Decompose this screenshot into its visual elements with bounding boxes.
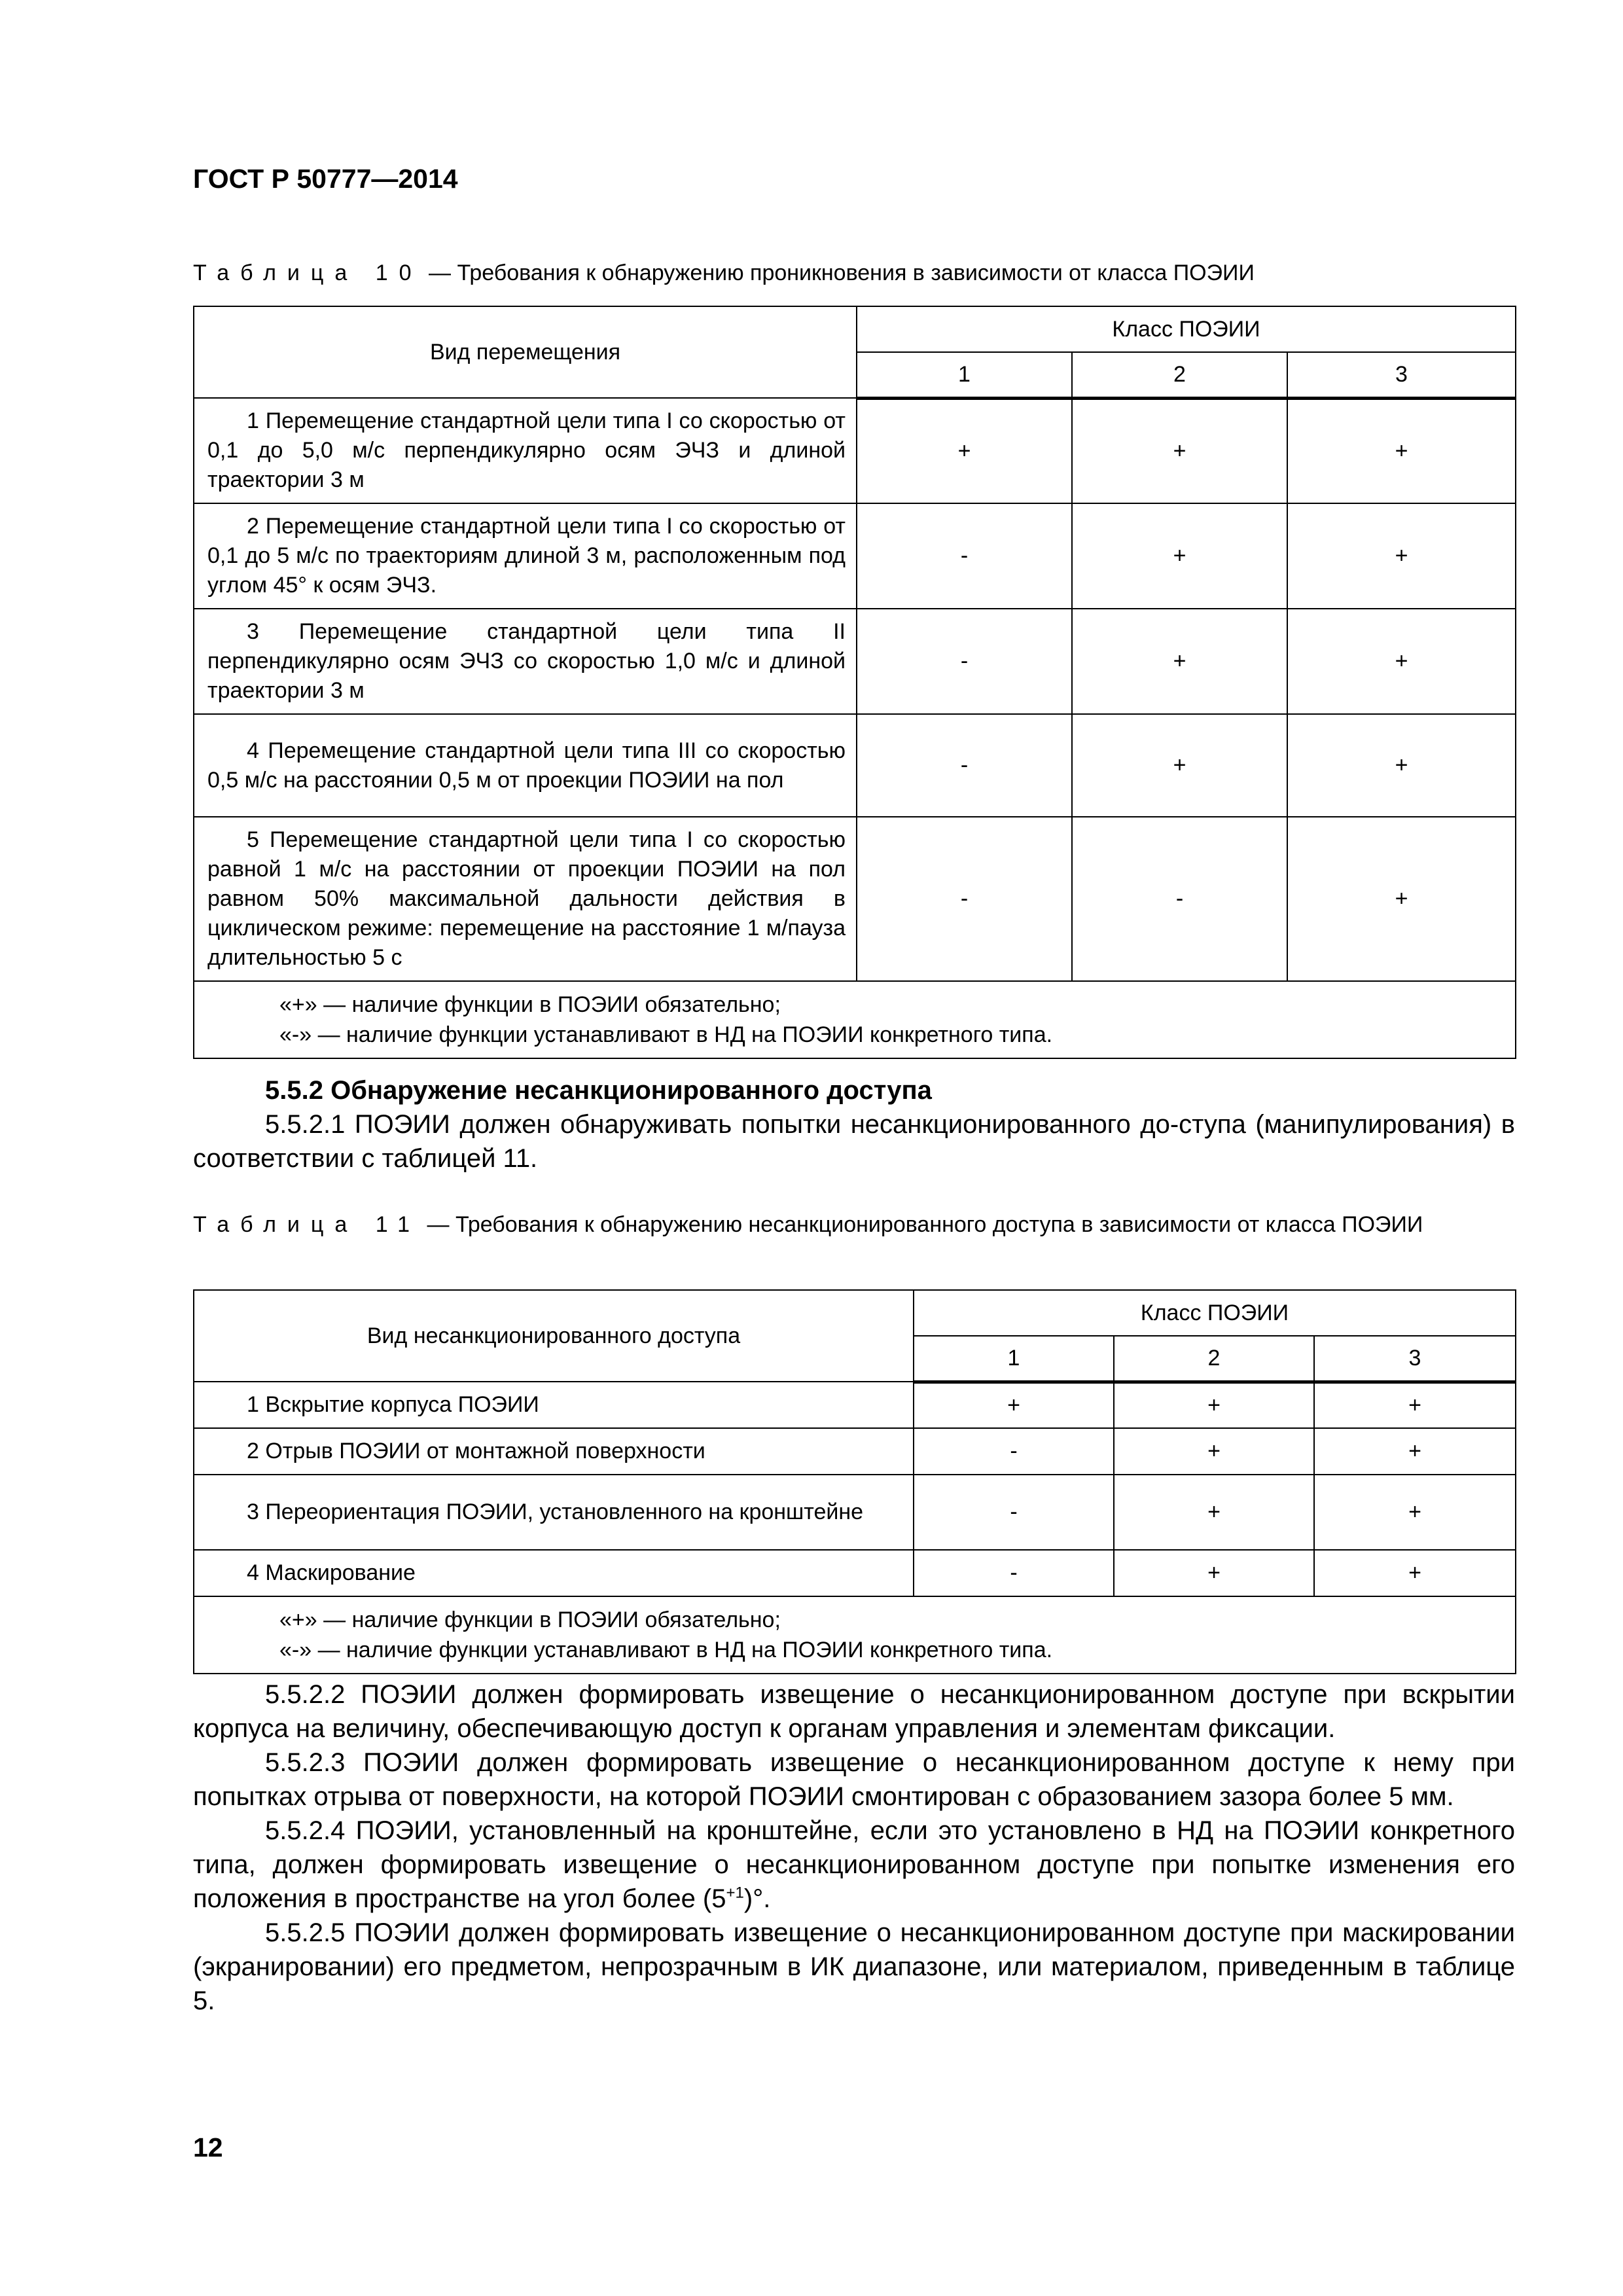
row-mark: + bbox=[1314, 1382, 1516, 1428]
table11-caption-label: Таблица 11 bbox=[193, 1212, 421, 1237]
row-mark: + bbox=[1314, 1550, 1516, 1596]
table10-notes bbox=[194, 981, 1516, 1058]
table-row bbox=[194, 609, 1516, 714]
angle-tolerance-superscript: +1 bbox=[726, 1884, 744, 1902]
row-mark: - bbox=[914, 1550, 1114, 1596]
row-mark: + bbox=[1114, 1382, 1314, 1428]
table10-class-header: Класс ПОЭИИ bbox=[857, 306, 1516, 352]
row-mark: + bbox=[1072, 503, 1287, 609]
table-row bbox=[194, 1382, 1516, 1428]
row-mark: + bbox=[1072, 398, 1287, 503]
table11-notes bbox=[194, 1596, 1516, 1674]
table11-column-header: Вид несанкционированного доступа bbox=[194, 1290, 914, 1382]
table-row bbox=[194, 398, 1516, 503]
paragraphs-block bbox=[193, 1677, 1515, 2018]
table10-class-2: 2 bbox=[1072, 352, 1287, 398]
row-mark: - bbox=[857, 714, 1072, 817]
paragraph-5-5-2-2: 5.5.2.2 ПОЭИИ должен формировать извещение о несанкционированном доступе при вскрытии корпуса на величину, обеспечивающую доступ к органам управления и элементам фиксации. bbox=[193, 1680, 1515, 1743]
table10-caption-label: Таблица 10 bbox=[193, 260, 423, 285]
table10-column-header: Вид перемещения bbox=[194, 306, 857, 398]
row-mark: + bbox=[857, 398, 1072, 503]
table11 bbox=[193, 1289, 1516, 1674]
table11-note-plus: «+» — наличие функции в ПОЭИИ обязательно; bbox=[279, 1607, 781, 1632]
row-mark: + bbox=[1287, 398, 1516, 503]
row-mark: + bbox=[1287, 609, 1516, 714]
row-mark: + bbox=[1114, 1475, 1314, 1550]
row-mark: + bbox=[1072, 609, 1287, 714]
row-text: 4 Маскирование bbox=[247, 1560, 416, 1585]
table10-caption-text: — Требования к обнаружению проникновения в зависимости от класса ПОЭИИ bbox=[422, 260, 1255, 285]
row-mark: - bbox=[857, 817, 1072, 981]
table10 bbox=[193, 306, 1516, 1059]
row-text: 3 Перемещение стандартной цели типа II перпендикулярно осям ЭЧЗ со скоростью 1,0 м/с и длиной траектории 3 м bbox=[207, 619, 846, 703]
table10-class-1: 1 bbox=[857, 352, 1072, 398]
table-row bbox=[194, 714, 1516, 817]
paragraph-5-5-2-4-end: )°. bbox=[743, 1884, 771, 1913]
table-row bbox=[194, 1550, 1516, 1596]
table11-class-header: Класс ПОЭИИ bbox=[914, 1290, 1516, 1336]
row-mark: + bbox=[1114, 1550, 1314, 1596]
row-mark: - bbox=[857, 609, 1072, 714]
paragraph-5-5-2-1: 5.5.2.1 ПОЭИИ должен обнаруживать попытки несанкционированного до-ступа (манипулирования) в соответствии с таблицей 11. bbox=[193, 1110, 1515, 1173]
row-mark: - bbox=[914, 1428, 1114, 1475]
paragraph-5-5-2-5: 5.5.2.5 ПОЭИИ должен формировать извещение о несанкционированном доступе при маскировании (экранировании) его предметом, непрозрачным в ИК диапазоне, или материалом, приведенным в таблице 5. bbox=[193, 1918, 1515, 2015]
paragraph-5-5-2-4: 5.5.2.4 ПОЭИИ, установленный на кронштейне, если это установлено в НД на ПОЭИИ конкретного типа, должен формировать извещение о несанкционированном доступе при попытке изменения его положения в пространстве на угол более (5 bbox=[193, 1816, 1515, 1913]
row-text: 1 Вскрытие корпуса ПОЭИИ bbox=[247, 1392, 539, 1417]
table10-caption bbox=[193, 258, 1515, 289]
page-number: 12 bbox=[193, 2132, 223, 2162]
row-mark: + bbox=[1314, 1428, 1516, 1475]
row-mark: + bbox=[1287, 817, 1516, 981]
document-code: ГОСТ Р 50777—2014 bbox=[193, 164, 458, 194]
table11-class-3: 3 bbox=[1314, 1336, 1516, 1382]
row-mark: - bbox=[1072, 817, 1287, 981]
table11-note-minus: «-» — наличие функции устанавливают в НД на ПОЭИИ конкретного типа. bbox=[279, 1638, 1053, 1662]
row-mark: + bbox=[1287, 714, 1516, 817]
row-mark: + bbox=[1287, 503, 1516, 609]
table11-class-1: 1 bbox=[914, 1336, 1114, 1382]
table-row bbox=[194, 1428, 1516, 1475]
row-mark: + bbox=[1314, 1475, 1516, 1550]
table11-caption-text: — Требования к обнаружению несанкционированного доступа в зависимости от класса ПОЭИИ bbox=[421, 1212, 1423, 1237]
section-heading: 5.5.2 Обнаружение несанкционированного доступа bbox=[265, 1076, 932, 1105]
row-mark: + bbox=[1072, 714, 1287, 817]
row-text: 3 Переориентация ПОЭИИ, установленного на кронштейне bbox=[247, 1499, 864, 1524]
paragraph-5-5-2-3: 5.5.2.3 ПОЭИИ должен формировать извещение о несанкционированном доступе к нему при попытках отрыва от поверхности, на которой ПОЭИИ смонтирован с образованием зазора более 5 мм. bbox=[193, 1748, 1515, 1811]
table11-class-2: 2 bbox=[1114, 1336, 1314, 1382]
row-mark: - bbox=[857, 503, 1072, 609]
row-text: 5 Перемещение стандартной цели типа I со скоростью равной 1 м/с на расстоянии от проекции ПОЭИИ на пол равном 50% максимальной дальности действия в циклическом режиме: перемещение на расстояние 1 м/пауза длительностью 5 с bbox=[207, 827, 846, 970]
row-mark: + bbox=[914, 1382, 1114, 1428]
row-text: 2 Перемещение стандартной цели типа I со скоростью от 0,1 до 5 м/с по траекториям длиной 3 м, расположенным под углом 45° к осям ЭЧЗ. bbox=[207, 514, 846, 598]
row-text: 2 Отрыв ПОЭИИ от монтажной поверхности bbox=[247, 1439, 705, 1463]
section-block bbox=[193, 1073, 1515, 1175]
table10-note-plus: «+» — наличие функции в ПОЭИИ обязательно; bbox=[279, 992, 781, 1017]
table10-class-3: 3 bbox=[1287, 352, 1516, 398]
row-mark: + bbox=[1114, 1428, 1314, 1475]
row-text: 1 Перемещение стандартной цели типа I со скоростью от 0,1 до 5,0 м/с перпендикулярно осям ЭЧЗ и длиной траектории 3 м bbox=[207, 408, 846, 492]
table11-caption bbox=[193, 1210, 1515, 1240]
row-text: 4 Перемещение стандартной цели типа III со скоростью 0,5 м/с на расстоянии 0,5 м от проекции ПОЭИИ на пол bbox=[207, 738, 846, 793]
table10-note-minus: «-» — наличие функции устанавливают в НД на ПОЭИИ конкретного типа. bbox=[279, 1022, 1053, 1047]
table-row bbox=[194, 503, 1516, 609]
table-row bbox=[194, 1475, 1516, 1550]
table-row bbox=[194, 817, 1516, 981]
row-mark: - bbox=[914, 1475, 1114, 1550]
